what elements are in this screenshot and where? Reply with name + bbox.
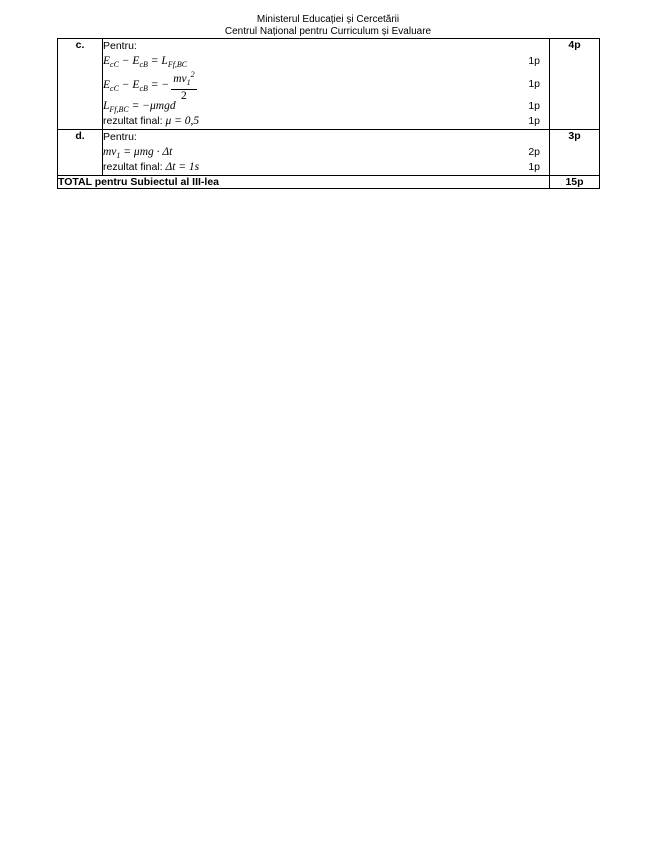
row-c-label: c.	[58, 39, 103, 130]
result-d: rezultat final: Δt = 1s 1p	[103, 161, 540, 173]
header-ministry: Ministerul Educației și Cercetării	[256, 14, 400, 25]
result-d-formula: Δt = 1s	[165, 161, 200, 173]
formula-c2: $E_{cC} - E_{cB}$ = − $\frac{mv_1^2}{2}$ 1p	[103, 70, 540, 102]
row-c-content	[103, 39, 550, 130]
header-center: Centrul Național pentru Curriculum și Evaluare	[224, 26, 432, 37]
result-c-formula: μ = 0,5	[165, 115, 200, 127]
row-d	[58, 130, 600, 176]
total-label: TOTAL pentru Subiectul al III-lea	[58, 176, 550, 189]
grading-table	[57, 38, 600, 189]
row-d-intro: Pentru:	[103, 131, 137, 143]
row-c-intro: Pentru:	[103, 40, 137, 52]
formula-c3-points: 1p	[528, 100, 540, 112]
row-total	[58, 176, 600, 189]
result-d-points: 1p	[528, 161, 540, 173]
row-c-points: 4p	[550, 39, 600, 130]
result-c-points: 1p	[528, 115, 540, 127]
row-c	[58, 39, 600, 130]
row-d-points: 3p	[550, 130, 600, 176]
row-d-content	[103, 130, 550, 176]
result-c: rezultat final: μ = 0,5 1p	[103, 115, 540, 127]
formula-c2-points: 1p	[528, 78, 540, 90]
formula-c1: $E_{cC} - E_{cB} = L_{Ff,BC}$ 1p	[103, 55, 540, 69]
formula-c1-points: 1p	[528, 55, 540, 67]
total-points: 15p	[550, 176, 600, 189]
row-d-label: d.	[58, 130, 103, 176]
formula-d1-points: 2p	[528, 146, 540, 158]
formula-d1: $mv_1 = \mu mg \cdot \Delta t$ 2p	[103, 146, 540, 160]
formula-c3: $L_{Ff,BC} = -\mu mgd$ 1p	[103, 100, 540, 114]
